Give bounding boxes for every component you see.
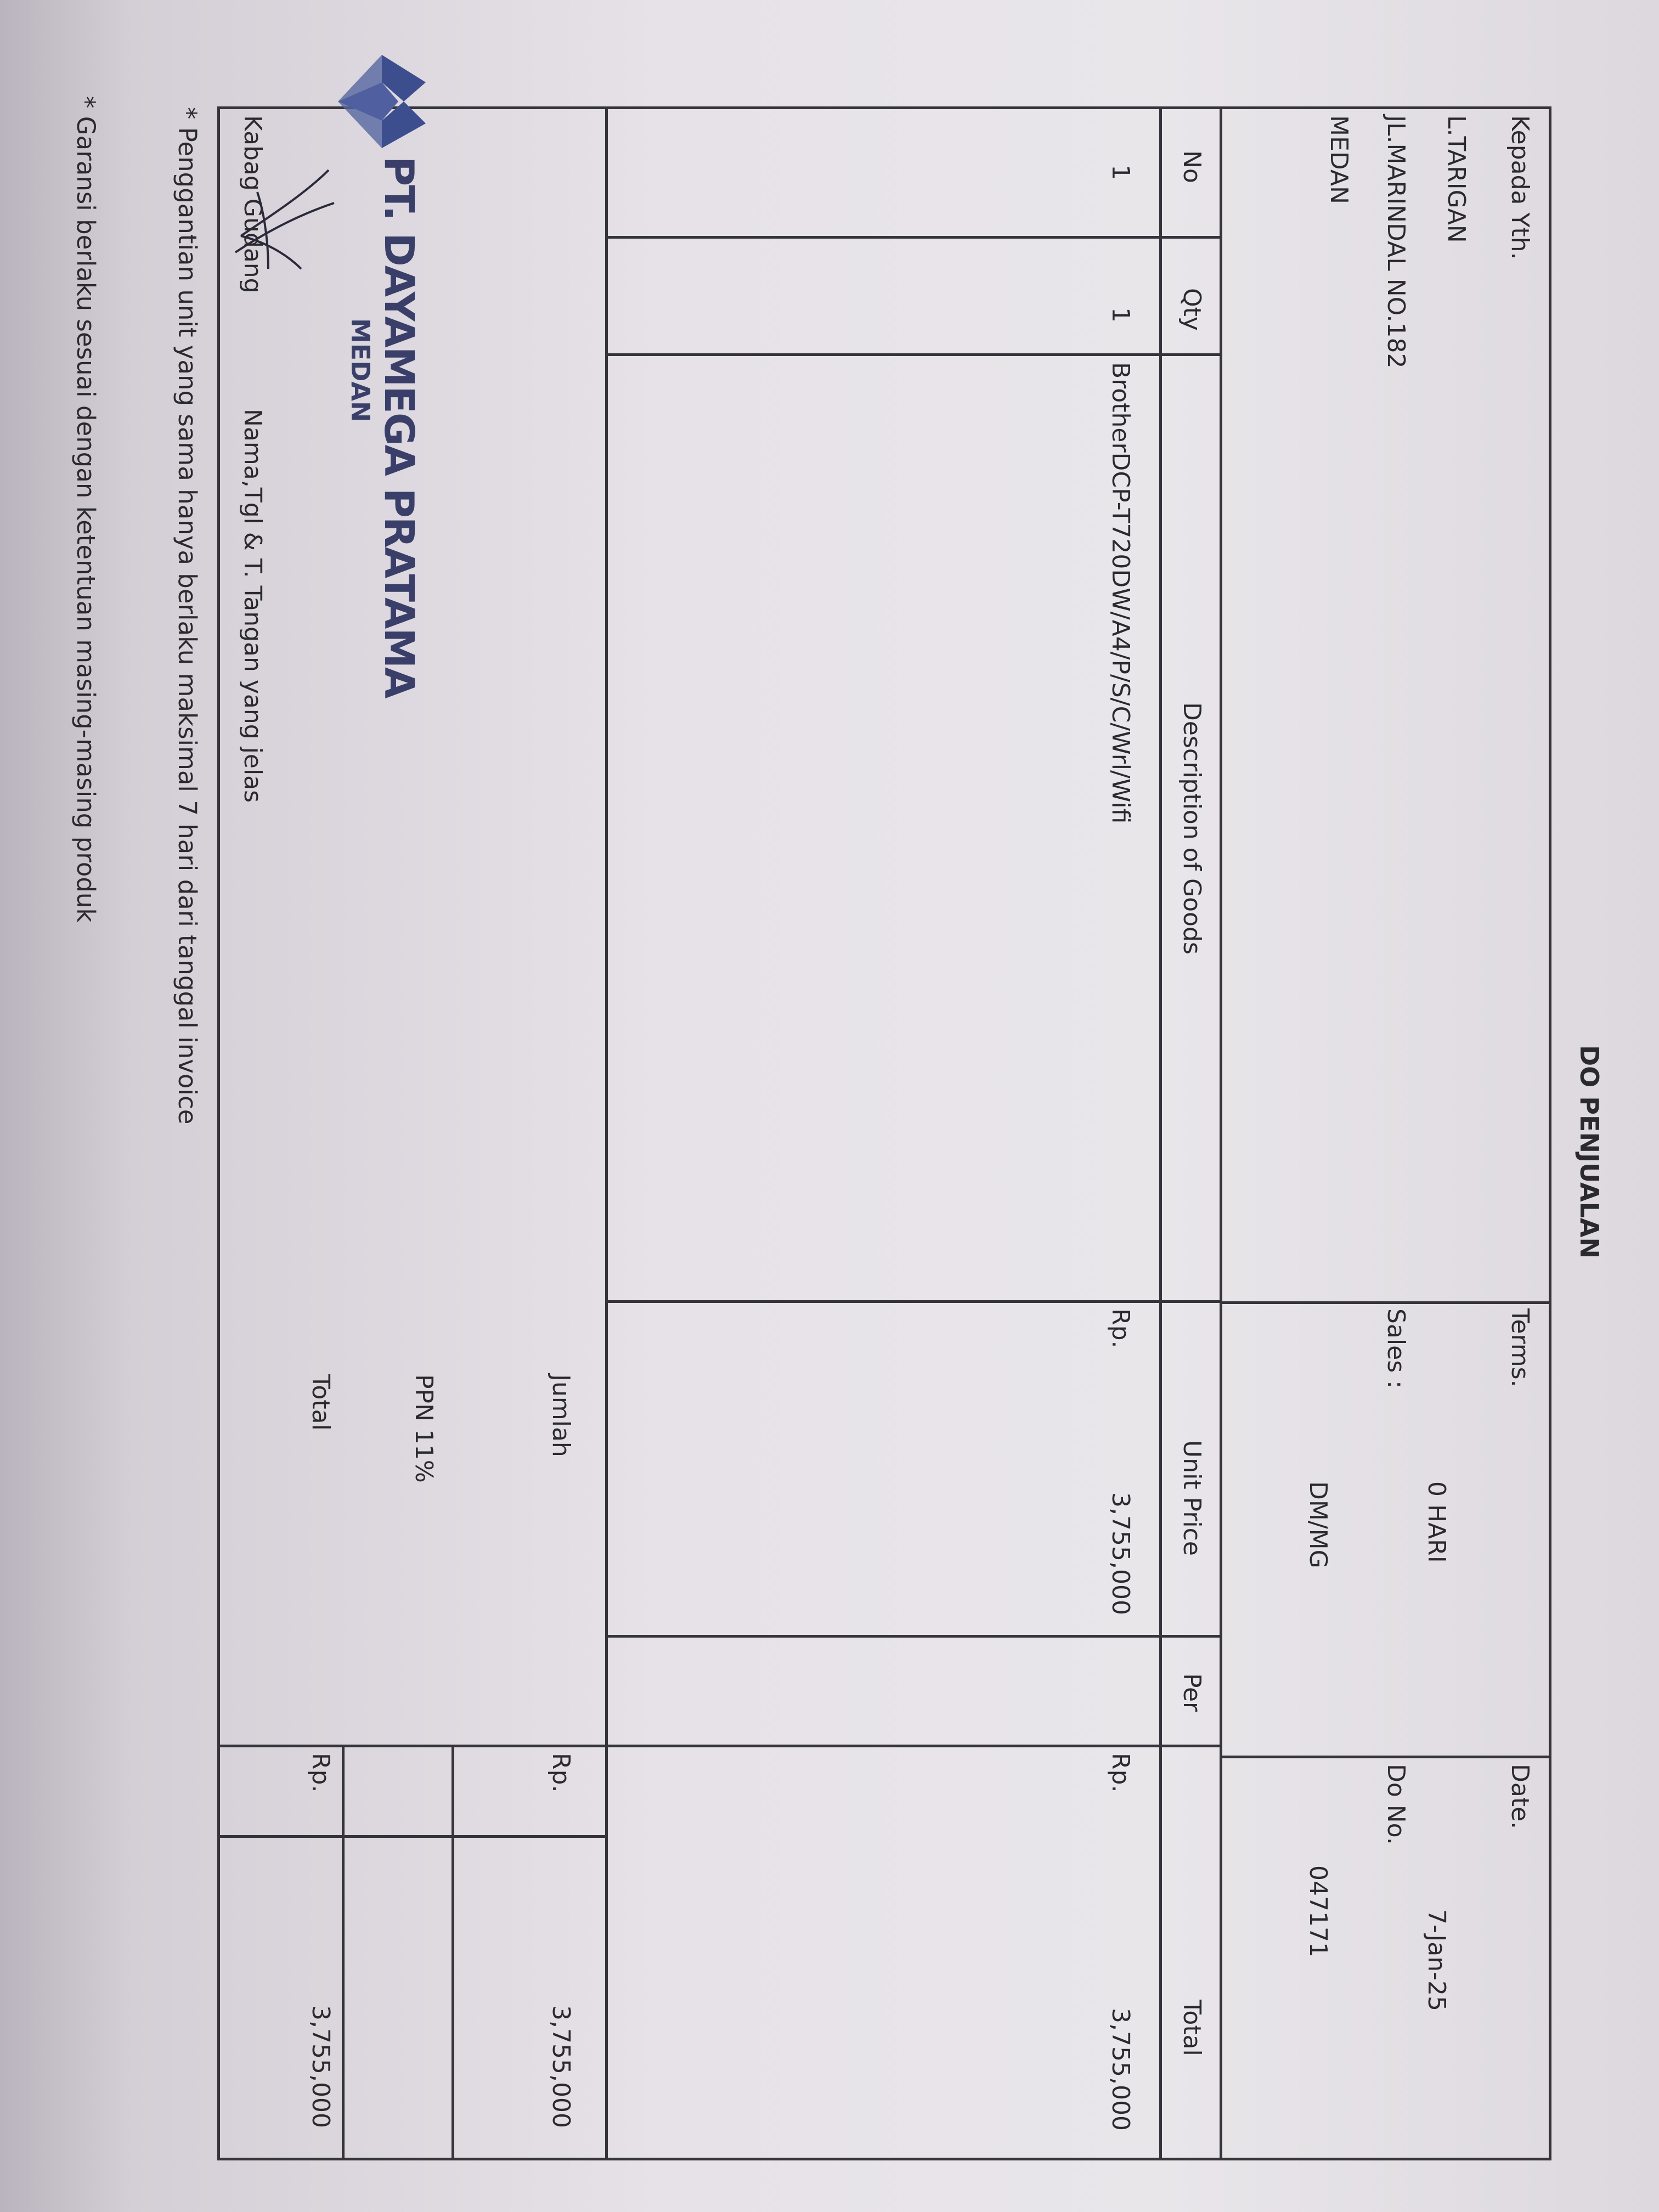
total-currency: Rp.: [307, 1753, 335, 1793]
column-header-per: Per: [1178, 1673, 1206, 1712]
sales-label: Sales :: [1382, 1308, 1410, 1389]
jumlah-currency: Rp.: [547, 1753, 575, 1793]
ppn-label: PPN 11%: [410, 1374, 438, 1483]
date-value: 7-Jan-25: [1423, 1909, 1451, 2012]
item-no: 1: [1107, 165, 1135, 180]
terms-value: 0 HARI: [1423, 1481, 1451, 1563]
item-unit-price-currency: Rp.: [1107, 1308, 1135, 1348]
item-total: 3,755,000: [1107, 2008, 1135, 2131]
jumlah-label: Jumlah: [547, 1374, 575, 1457]
column-header-unit-price: Unit Price: [1178, 1440, 1206, 1556]
table-header-divider: [1159, 106, 1162, 2160]
summary-col-line: [217, 1745, 608, 1747]
summary-divider: [605, 106, 608, 2160]
note-replacement: * Penggantian unit yang sama hanya berlaku maksimal 7 hari dari tanggal invoice: [173, 107, 202, 1125]
header-col-divider-1: [1222, 1301, 1551, 1304]
item-total-currency: Rp.: [1107, 1753, 1135, 1793]
table-col-line-3: [608, 1300, 1222, 1303]
item-qty: 1: [1107, 307, 1135, 323]
table-col-line-2: [608, 353, 1222, 356]
recipient-name: L.TARIGAN: [1442, 115, 1470, 243]
item-description: BrotherDCP-T720DW/A4/P/S/C/Wrl/Wifi: [1107, 362, 1135, 824]
do-number-value: 047171: [1304, 1865, 1332, 1957]
jumlah-value: 3,755,000: [547, 2005, 575, 2128]
company-logo-graphic: [327, 49, 437, 154]
sales-value: DM/MG: [1304, 1481, 1332, 1568]
summary-row-line-2: [342, 1745, 345, 2160]
signature-role: Kabag Gudang: [239, 115, 267, 294]
date-label: Date.: [1506, 1764, 1534, 1830]
header-divider: [1220, 106, 1222, 2160]
item-unit-price: 3,755,000: [1107, 1492, 1135, 1615]
column-header-total: Total: [1178, 2000, 1206, 2056]
recipient-city: MEDAN: [1325, 115, 1353, 204]
recipient-address: JL.MARINDAL NO.182: [1382, 115, 1410, 369]
summary-row-line-1: [452, 1745, 454, 2160]
company-city: MEDAN: [346, 318, 375, 422]
column-header-description: Description of Goods: [1178, 702, 1206, 955]
summary-inner-col-line: [217, 1835, 608, 1838]
total-value: 3,755,000: [307, 2005, 335, 2128]
terms-label: Terms.: [1506, 1308, 1534, 1387]
do-number-label: Do No.: [1382, 1764, 1410, 1845]
signature-instruction: Nama,Tgl & T. Tangan yang jelas: [239, 409, 267, 803]
company-logo-mark: [327, 49, 437, 154]
document-title: DO PENJUALAN: [1575, 1045, 1604, 1259]
table-col-line-5: [608, 1745, 1222, 1747]
note-warranty: * Garansi berlaku sesuai dengan ketentuan masing-masing produk: [71, 96, 100, 923]
column-header-no: No: [1178, 150, 1206, 183]
column-header-qty: Qty: [1178, 288, 1206, 331]
company-name: PT. DAYAMEGA PRATAMA: [375, 156, 422, 698]
table-col-line-1: [608, 236, 1222, 239]
header-col-divider-2: [1222, 1756, 1551, 1758]
recipient-label: Kepada Yth.: [1506, 115, 1534, 260]
total-label: Total: [307, 1374, 335, 1431]
table-col-line-4: [608, 1635, 1222, 1638]
